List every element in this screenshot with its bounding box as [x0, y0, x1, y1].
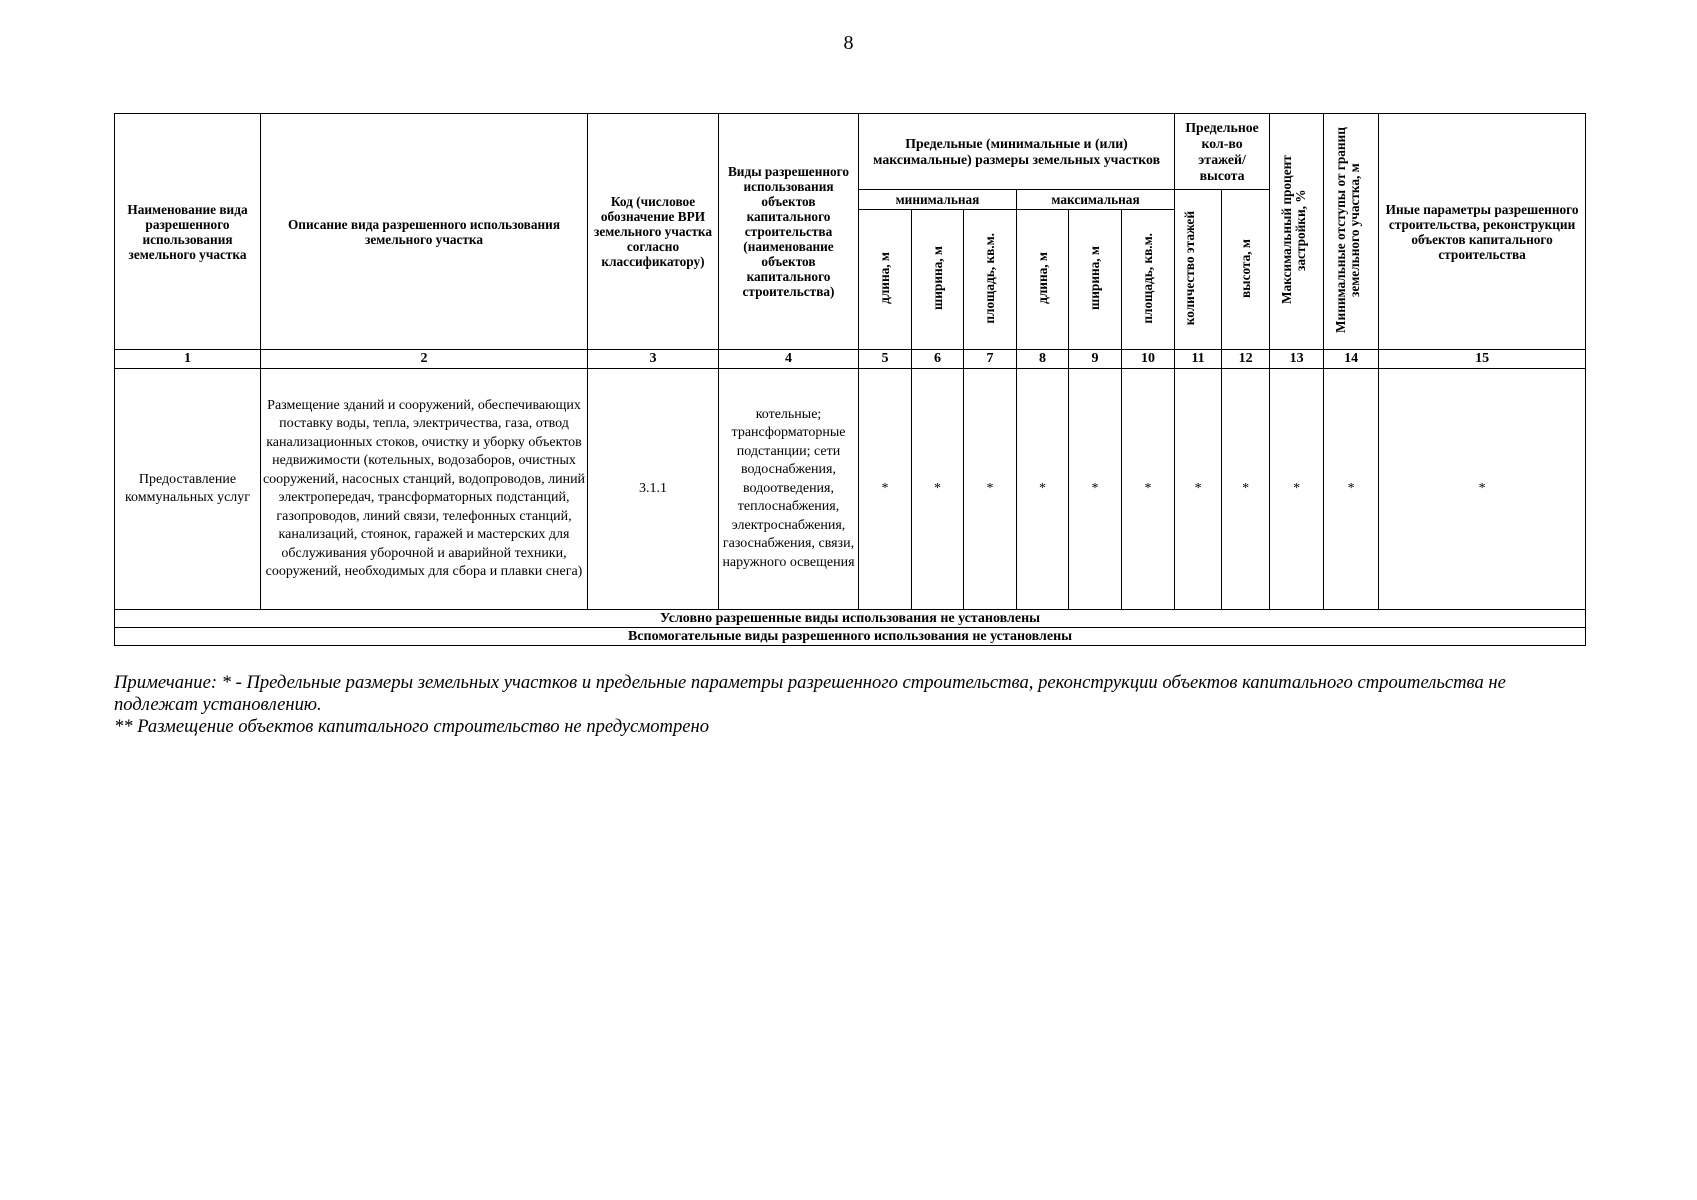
column-number: 14 [1324, 350, 1379, 369]
column-number: 11 [1175, 350, 1222, 369]
max-length-value: * [1017, 369, 1069, 610]
header-floors-label: количество этажей [1182, 210, 1198, 326]
column-number: 3 [588, 350, 719, 369]
conditional-uses-row [115, 610, 1586, 628]
land-use-table [114, 113, 1586, 646]
header-objects: Виды разрешенного использования объектов капитального строительства (наименование объектов капитального строительства) [719, 114, 859, 350]
auxiliary-uses-text: Вспомогательные виды разрешенного использования не установлены [115, 628, 1586, 646]
auxiliary-uses-row [115, 628, 1586, 646]
note-line-1: Примечание: * - Предельные размеры земельных участков и предельные параметры разрешенного строительства, реконструкции объектов капитального строительства не подлежат установлению. [114, 672, 1506, 715]
header-row-1 [115, 114, 1586, 190]
header-size-group: Предельные (минимальные и (или) максимальные) размеры земельных участков [859, 114, 1175, 190]
min-length-value: * [859, 369, 912, 610]
conditional-uses-text: Условно разрешенные виды использования не установлены [115, 610, 1586, 628]
header-max-width-label: ширина, м [1087, 246, 1102, 310]
header-max: максимальная [1017, 190, 1175, 210]
min-area-value: * [964, 369, 1017, 610]
column-number: 6 [912, 350, 964, 369]
column-number: 5 [859, 350, 912, 369]
header-min-width-label: ширина, м [929, 246, 945, 310]
max-percent-value: * [1270, 369, 1324, 610]
max-area-value: * [1122, 369, 1175, 610]
min-setback-value: * [1324, 369, 1379, 610]
header-min: минимальная [859, 190, 1017, 210]
max-width-value: * [1069, 369, 1122, 610]
column-number: 15 [1379, 350, 1586, 369]
use-description-cell: Размещение зданий и сооружений, обеспечивающих поставку воды, тепла, электричества, газа, отвод канализационных стоков, очистку и уборку объектов недвижимости (котельных, водозаборов, очистных сооружений, насосных станций, водопроводов, линий электропередач, трансформаторных подстанций, газопроводов, линий связи, телефонных станций, канализаций, стоянок, гаражей и мастерских для обслуживания уборочной и аварийной техники, сооружений, необходимых для сбора и плавки снега) [261, 369, 588, 610]
header-max-length [1017, 210, 1069, 350]
floors-value: * [1175, 369, 1222, 610]
header-max-area-label: площадь, кв.м. [1140, 232, 1156, 324]
header-min-setback [1324, 114, 1379, 350]
header-floors-group: Предельное кол-во этажей/ высота [1175, 114, 1270, 190]
header-max-percent-label: Максимальный процент застройки, % [1278, 155, 1308, 305]
column-numbers-row [115, 350, 1586, 369]
header-max-length-label: длина, м [1034, 252, 1050, 304]
header-floors [1175, 190, 1222, 350]
column-number: 10 [1122, 350, 1175, 369]
use-name-cell: Предоставление коммунальных услуг [115, 369, 261, 610]
use-objects-cell: котельные; трансформаторные подстанции; сети водоснабжения, водоотведения, теплоснабжения, электроснабжения, газоснабжения, связи, наружного освещения [719, 369, 859, 610]
use-code-cell: 3.1.1 [588, 369, 719, 610]
header-max-area [1122, 210, 1175, 350]
page-number: 8 [843, 32, 854, 54]
header-height-label: высота, м [1237, 238, 1253, 298]
column-number: 13 [1270, 350, 1324, 369]
other-params-value: * [1379, 369, 1586, 610]
notes [114, 672, 1574, 738]
column-number: 2 [261, 350, 588, 369]
header-min-setback-label: Минимальные отступы от границ земельного участка, м [1333, 127, 1363, 333]
header-name: Наименование вида разрешенного использования земельного участка [115, 114, 261, 350]
header-height [1222, 190, 1270, 350]
header-min-length-label: длина, м [877, 252, 892, 304]
header-max-percent [1270, 114, 1324, 350]
header-description: Описание вида разрешенного использования земельного участка [261, 114, 588, 350]
column-number: 7 [964, 350, 1017, 369]
header-min-area [964, 210, 1017, 350]
column-number: 4 [719, 350, 859, 369]
header-code: Код (числовое обозначение ВРИ земельного участка согласно классификатору) [588, 114, 719, 350]
column-number: 1 [115, 350, 261, 369]
height-value: * [1222, 369, 1270, 610]
header-min-width [912, 210, 964, 350]
note-line-2: ** Размещение объектов капитального строительство не предусмотрено [114, 716, 710, 737]
header-max-width [1069, 210, 1122, 350]
column-number: 8 [1017, 350, 1069, 369]
header-other-params: Иные параметры разрешенного строительства, реконструкции объектов капитального строительства [1379, 114, 1586, 350]
min-width-value: * [912, 369, 964, 610]
table-row [115, 369, 1586, 610]
header-min-area-label: площадь, кв.м. [982, 232, 997, 324]
column-number: 9 [1069, 350, 1122, 369]
header-min-length [859, 210, 912, 350]
column-number: 12 [1222, 350, 1270, 369]
